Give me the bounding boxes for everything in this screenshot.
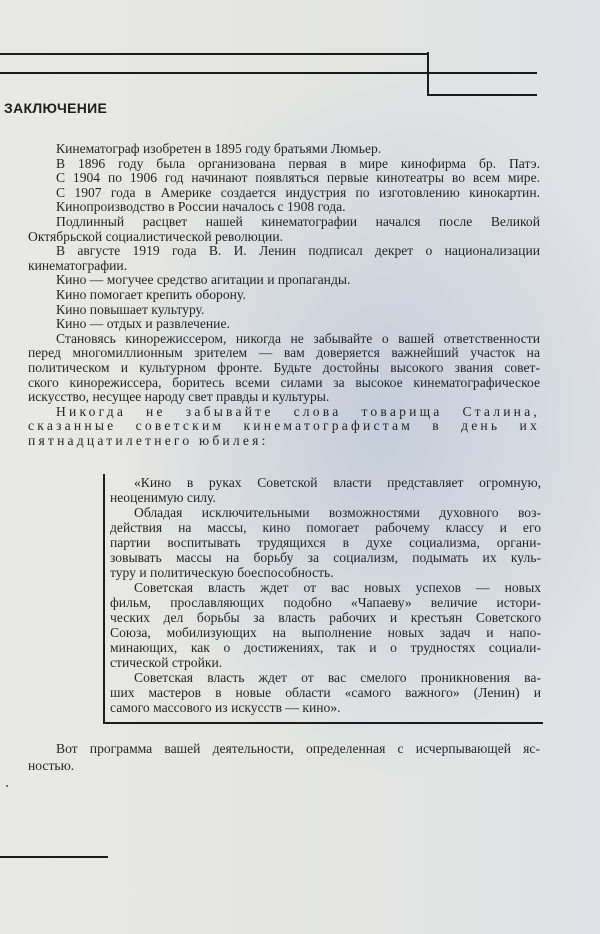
text-line: ского кинорежиссера, боритесь всеми силами за высокое кинематографическое [28, 375, 540, 390]
text-line: С 1904 по 1906 год начинают появляться первые кинотеатры во всем мире. [56, 171, 540, 186]
header-rule-short [427, 94, 537, 96]
header-rule-middle [0, 72, 537, 74]
section-title: ЗАКЛЮЧЕНИЕ [4, 100, 108, 116]
text-line: перед многомиллионным зрителем — вам доверяется важнейший участок на [28, 346, 540, 361]
text-line: Кино — отдых и развлечение. [56, 317, 230, 332]
text-line: Кино повышает культуру. [56, 302, 205, 317]
text-line: искусство, несущее народу свет правды и культуры. [28, 390, 330, 405]
text-line: ностью. [28, 758, 75, 773]
text-line: партии воспитывать трудящихся в духе социализма, органи- [110, 535, 541, 550]
text-line: Советская власть ждет от вас новых успехов — новых [134, 580, 541, 595]
text-line: Кино помогает крепить оборону. [56, 287, 246, 302]
header-rule-vertical [427, 52, 429, 95]
text-line: неоценимую силу. [110, 490, 216, 505]
text-line: действия на массы, кино помогает рабочему классу и его [110, 520, 541, 535]
text-line: Кинопроизводство в России началось с 1908 года. [56, 200, 346, 215]
header-rule-top [0, 53, 427, 55]
text-line: Становясь кинорежиссером, никогда не забывайте о вашей ответственности [56, 331, 540, 346]
body-text [28, 142, 540, 448]
text-line: Кинематограф изобретен в 1895 году братьями Люмьер. [56, 142, 382, 156]
text-line: «Кино в руках Советской власти представляет огромную, [134, 475, 541, 490]
text-line: политическом и культурном фронте. Будьте достойны высокого звания совет- [28, 360, 540, 375]
text-line: С 1907 года в Америке создается индустрия по изготовлению кинокартин. [56, 185, 540, 200]
text-line: Вот программа вашей деятельности, определенная с исчерпывающей яс- [56, 741, 540, 756]
text-line: В 1896 году была организована первая в мире кинофирма бр. Патэ. [56, 156, 540, 171]
text-line: зовывать массы на борьбу за социализм, подымать их куль- [110, 550, 541, 565]
text-line: туру и политическую боеспособность. [110, 565, 334, 580]
text-line: самого массового из искусств — кино». [110, 700, 341, 715]
text-line: минающих, как о достижениях, так и о трудностях социали- [110, 640, 541, 655]
text-line: Союза, мобилизующих на выполнение новых задач и напо- [110, 625, 541, 640]
closing-paragraph [28, 740, 540, 774]
text-line: Никогда не забывайте слова товарища Сталина, [56, 404, 540, 419]
text-line: Советская власть ждет от вас смелого проникновения ва- [134, 670, 541, 685]
text-line: Подлинный расцвет нашей кинематографии начался после Великой [56, 214, 540, 229]
text-line: фильм, прославляющих подобно «Чапаеву» величие истори- [110, 595, 541, 610]
text-line: кинематографии. [28, 258, 128, 273]
text-line: В августе 1919 года В. И. Ленин подписал декрет о национализации [56, 244, 540, 259]
stalin-quote [110, 475, 541, 715]
text-line: пятнадцатилетнего юбилея: [28, 433, 269, 448]
text-line: ших мастеров в новые области «самого важного» (Ленин) и [110, 685, 541, 700]
text-line: ческих дел борьбы за власть рабочих и крестьян Советского [110, 610, 541, 625]
text-line: Обладая исключительными возможностями духовного воз- [134, 505, 541, 520]
footer-rule [0, 856, 108, 858]
text-line: сказанные советским кинематографистам в день их [28, 419, 540, 434]
ink-speck [6, 785, 8, 787]
quote-bottom-border [103, 722, 543, 724]
text-line: Октябрьской социалистической революции. [28, 229, 283, 244]
text-line: Кино — могучее средство агитации и пропаганды. [56, 273, 351, 288]
text-line: стической стройки. [110, 655, 223, 670]
quote-left-border [103, 474, 105, 724]
